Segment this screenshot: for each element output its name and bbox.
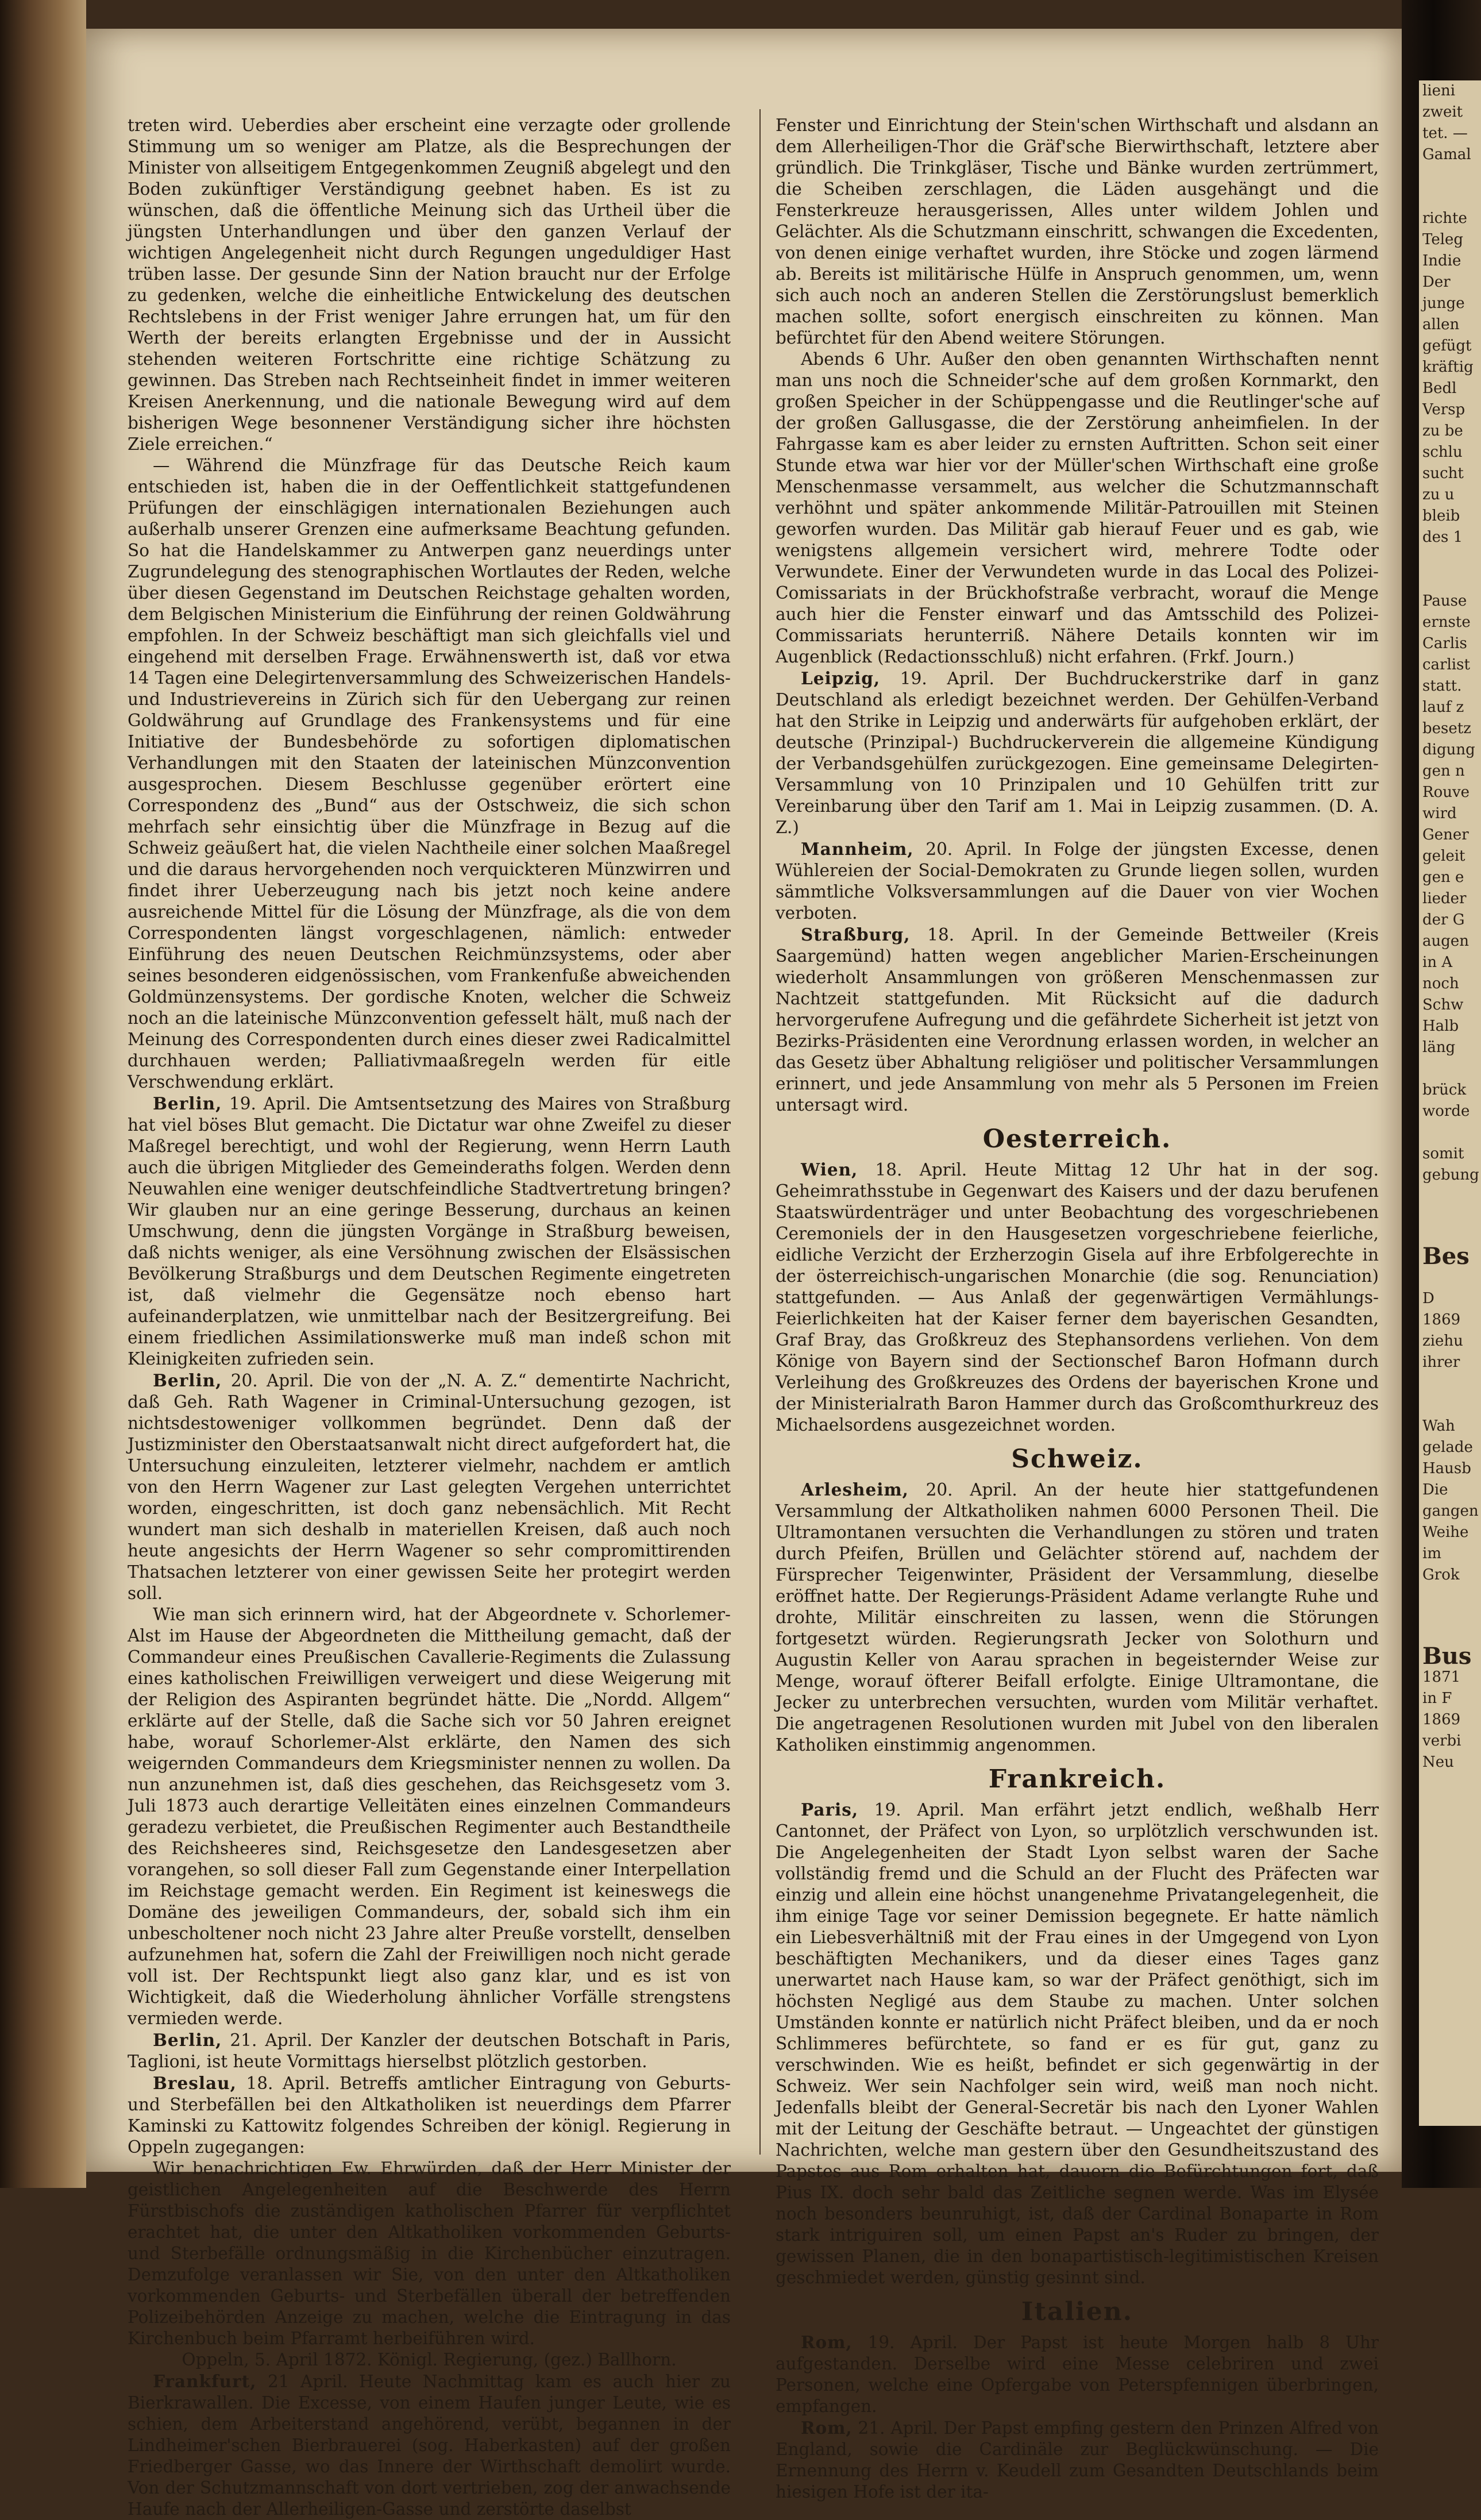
next-page-fragment: in F [1422,1690,1452,1707]
next-page-fragment: lieni [1422,82,1456,99]
article-paragraph: Fenster und Einrichtung der Stein'schen Wirthschaft und alsdann an dem Allerheiligen-Thor die Gräf'sche Bierwirthschaft, letztere aber gründlich. Die Trinkgläser, Tische und Bänke wurden zertrümmert, die Scheiben zerschlagen, die Läden ausgehängt und die Fensterkreuze herausgerissen, Alles unter wildem Johlen und Gelächter. Als die Schutzmann einschritt, schwangen die Excedenten, von denen einige verhaftet wurden, ihre Stöcke und zogen lärmend ab. Bereits ist militärische Hülfe in Anspruch genommen, um, wenn sich auch noch an anderen Stellen die Zerstörungslust bemerklich machen sollte, sofort energisch einschreiten zu können. Man befürchtet für den Abend weitere Störungen. [776,115,1379,348]
next-page-fragment [1419,569,1481,591]
next-page-fragment: Grok [1422,1566,1460,1583]
next-page-fragment: besetz [1422,720,1471,737]
dateline: Wien, [801,1159,858,1180]
next-page-fragment: Indie [1422,252,1461,269]
next-page-fragment: 1871 [1422,1669,1461,1686]
next-page-fragment: ziehu [1422,1332,1463,1350]
next-page-fragment: Der [1422,273,1451,291]
dateline: Rom, [801,2418,853,2438]
news-text: 18. April. Heute Mittag 12 Uhr hat in der sog. Geheimrathsstube in Gegenwart des Kaisers und der dazu berufenen Staatswürdenträger und unter Beobachtung des vorgeschriebenen Ceremoniels der in den Hausgesetzen vorgeschriebene feierliche, eidliche Verzicht der Erzherzogin Gisela auf ihre Erbfolgerechte in der österreichisch-ungarischen Monarchie (die sog. Renunciation) stattgefunden. — Aus Anlaß der gegenwärtigen Vermählungs-Feierlichkeiten hat der Kaiser ferner dem bayerischen Gesandten, Graf Bray, das Großkreuz des Stephansordens verliehen. Von dem Könige von Bayern sind der Sectionschef Baron Hofmann durch Verleihung des Großkreuzes des Ordens der bayerischen Krone und der Ministerialrath Baron Hammer durch das Großcomthurkreuz des Michaelsordens ausgezeichnet worden. [776,1160,1379,1435]
news-text: 21 April. Heute Nachmittag kam es auch hier zu Bierkrawallen. Die Excesse, von einem Haufen junger Leute, wie es schien, dem Arbeiterstand angehörend, verübt, begannen in der Lindheimer'schen Bierbrauerei (sog. Haberkasten) auf der großen Friedberger Gasse, wo das Innere der Wirthschaft demolirt wurde. Von der Schutzmannschaft von dort vertrieben, zog der anwachsende Haufe nach der Allerheiligen-Gasse und zerstörte daselbst [128,2372,731,2519]
next-page-fragment [1419,1186,1481,1207]
news-text: 21. April. Der Kanzler der deutschen Botschaft in Paris, Taglioni, ist heute Vormittags hierselbst plötzlich gestorben. [128,2030,731,2071]
news-item-mannheim [776,838,1379,924]
next-page-fragment: Carlis [1422,635,1467,652]
news-text: 20. April. Die von der „N. A. Z.“ dementirte Nachricht, daß Geh. Rath Wagener in Criminal-Untersuchung gezogen, ist nichtsdestoweniger vollkommen begründet. Denn daß der Justizminister den Oberstaatsanwalt nicht direct aufgefordert hat, die Untersuchung einzuleiten, letzterer vielmehr, nachdem er amtlich von den Herrn Wagener zur Last gelegten Vergehen unterrichtet worden, eingeschritten, ist doch ganz nebensächlich. Mit Recht wundert man sich deshalb in materiellen Kreisen, daß auch noch heute angesichts der Herrn Wagener so sehr compromittirenden Thatsachen letzterer von einer gewissen Seite her protegirt werden soll. [128,1371,731,1603]
next-page-fragment: sucht [1422,465,1464,482]
dateline: Paris, [801,1800,859,1820]
next-page-fragment: worde [1422,1103,1470,1120]
next-page-fragment: Bes [1422,1243,1470,1270]
section-heading-italien: Italien. [1021,2297,1133,2326]
next-page-fragment [1419,1586,1481,1607]
dateline: Arlesheim, [801,1479,909,1500]
news-item-wien [776,1159,1379,1436]
news-text: 21. April. Der Papst empfing gestern den Prinzen Alfred von England, sowie die Cardinäle zur Beglückwünschung. — Die Ernennung des Herrn v. Keudell zum Gesandten Deutschlands beim hiesigen Hofe ist der ita- [776,2418,1379,2502]
next-page-fragment: Rouve [1422,784,1470,801]
letter-signature: Oppeln, 5. April 1872. Königl. Regierung, (gez.) Ballhorn. [182,2350,677,2369]
next-page-fragment [1419,1394,1481,1416]
next-page-fragment: Bus [1422,1643,1472,1670]
news-item-arlesheim [776,1479,1379,1756]
next-page-fragment [1419,1207,1481,1228]
next-page-fragment: Neu [1422,1754,1454,1771]
next-page-fragment [1419,165,1481,187]
next-page-fragment: Gener [1422,826,1469,843]
next-page-fragment: Halb [1422,1018,1459,1035]
news-text: 19. April. Die Amtsentsetzung des Maires von Straßburg hat viel böses Blut gemacht. Die Dictatur war ohne Zweifel zu dieser Maßregel berechtigt, und wohl der Regierung, wenn Herrn Lauth auch die übrigen Mitglieder des Gemeinderaths folgen. Werden denn Neuwahlen eine weniger deutschfeindliche Stadtvertretung bringen? Wir glauben nur an eine geringe Besserung, durchaus an keinen Umschwung, denn die jüngsten Vorgänge in Straßburg beweisen, daß nichts weniger, als eine Versöhnung zwischen der Elsässischen Bevölkerung Straßburgs und dem Deutschen Regimente eingetreten ist, daß vielmehr die Gegensätze noch ebenso hart aufeinanderplatzen, wie unmittelbar nach der Besitzergreifung. Bei einem friedlichen Assimilationswerke muß man indeß schon mit Kleinigkeiten zufrieden sein. [128,1094,731,1369]
next-page-fragment: Bedl [1422,380,1457,397]
next-page-fragment [1419,1607,1481,1628]
next-page-fragment: verbi [1422,1732,1461,1750]
source-note: (D. A. Z.) [776,796,1379,837]
next-page-fragment: gebung [1422,1166,1479,1184]
next-page-fragment: in A [1422,954,1453,971]
next-page-fragment: zweit [1422,103,1463,121]
dateline: Berlin, [153,1093,222,1113]
left-column [128,115,731,2520]
next-page-fragment: gen n [1422,762,1465,780]
news-text: 20. April. An der heute hier stattgefundenen Versammlung der Altkatholiken nahmen 6000 Personen Theil. Die Ultramontanen versuchten die Verhandlungen zu stören und traten durch Pfeifen, Brüllen und Gelächter störend auf, nachdem der Fürsprecher Teigenwinter, Präsident der Versammlung, dieselbe eröffnet hatte. Der Regierungs-Präsident Adame verlangte Ruhe und drohte, Militär einschreiten zu lassen, wenn die Störungen fortgesetzt würden. Regierungsrath Jecker von Solothurn und Augustin Keller von Aarau sprachen in begeisternder Weise zur Menge, worauf öfterer Beifall erfolgte. Einige Ultramontane, die Jecker zu unterbrechen versuchten, wurden vom Militär verhaftet. Die angetragenen Resolutionen wurden mit Jubel von den liberalen Katholiken einstimmig angenommen. [776,1480,1379,1755]
next-page-fragment: richte [1422,210,1467,227]
next-page-fragment: D [1422,1290,1434,1307]
news-item-berlin-19 [128,1093,731,1370]
next-page-fragment: gen e [1422,869,1464,886]
next-page-fragment: Weihe [1422,1524,1469,1541]
next-page-fragment: carlist [1422,656,1470,673]
book-binding [0,0,86,2188]
next-page-fragment: gelade [1422,1439,1473,1456]
next-page-fragment [1419,548,1481,569]
article-paragraph: — Während die Münzfrage für das Deutsche Reich kaum entschieden ist, haben die in der Oeffentlichkeit stattgefundenen Prüfungen der einschlägigen internationalen Beziehungen auch außerhalb unserer Grenzen eine aufmerksame Beachtung gefunden. So hat die Handelskammer zu Antwerpen ganz neuerdings unter Zugrundelegung des stenographischen Wortlautes der Reden, welche über diesen Gegenstand im Deutschen Reichstage gehalten worden, dem Belgischen Ministerium die Einführung der reinen Goldwährung empfohlen. In der Schweiz beschäftigt man sich gleichfalls viel und eingehend mit derselben Frage. Erwähnenswerth ist, daß vor etwa 14 Tagen eine Delegirtenversammlung des Schweizerischen Handels- und Industrievereins in Zürich sich für den Uebergang zur reinen Goldwährung auf Grundlage des Frankensystems und für eine Initiative der Bundesbehörde zu sofortigen diplomatischen Verhandlungen mit den Staaten der lateinischen Münzconvention ausgesprochen. Diesem Beschlusse gegenüber erörtert eine Correspondenz des „Bund“ aus der Ostschweiz, die sich schon mehrfach sehr einsichtig über die Münzfrage in Bezug auf die Schweiz geäußert hat, die vielen Nachtheile einer solchen Maaßregel und die daraus hervorgehenden noch verquickteren Münzwirren und findet ihrer Ueberzeugung nach bis jetzt noch keine andere ausreichende Mittel für die Lösung der Münzfrage, als die von dem Correspondenten längst vorgeschlagenen, nämlich: entweder Einführung des neuen Deutschen Reichmünzsystems, oder aber seines besonderen eidgenössischen, vom Frankenfuße abweichenden Goldmünzensystems. Der gordische Knoten, welcher die Schweiz noch an die lateinische Münzconvention gefesselt hält, muß nach der Meinung des Correspondenten durch eines dieser zwei Radicalmittel durchhauen werden; Palliativmaaßregeln werden für eitle Verschwendung erklärt. [128,456,731,1092]
dateline: Mannheim, [801,839,914,859]
dateline: Leipzig, [801,668,881,688]
next-page-fragment: Versp [1422,401,1465,418]
news-text: 19. April. Der Papst ist heute Morgen halb 8 Uhr aufgestanden. Derselbe wird eine Messe celebriren und zwei Personen, welche eine Opfergabe von Peterspfennigen überbringen, empfangen. [776,2333,1379,2416]
right-column [776,115,1379,2503]
next-page-fragment [1419,1267,1481,1288]
next-page-fragment: 1869 [1422,1711,1461,1728]
next-page-fragment: des 1 [1422,529,1463,546]
next-page-fragment: ernste [1422,614,1471,631]
next-page-fragment: somit [1422,1145,1464,1162]
next-page-fragment: junge [1422,295,1465,312]
dateline: Frankfurt, [153,2371,257,2391]
news-item-strassburg [776,924,1379,1116]
next-page-fragment [1419,1373,1481,1394]
next-page-fragment: lieder [1422,890,1467,907]
news-text: Abends 6 Uhr. Außer den oben genannten Wirthschaften nennt man uns noch die Schneider'sche auf dem großen Kornmarkt, den großen Speicher in der Schüppengasse und die Reutlinger'sche auf der großen Gallusgasse, die der Zerstörung anheimfielen. In der Fahrgasse kam es aber leider zu ernsten Auftritten. Schon seit einer Stunde etwa war hier vor der Müller'schen Wirthschaft eine große Menschenmasse versammelt, aus welcher die Schutzmannschaft verhöhnt und später ankommende Militär-Patrouillen mit Steinen geworfen wurden. Das Militär gab hierauf Feuer und es gab, wie wenigstens allgemein versichert wird, mehrere Todte oder Verwundete. Einer der Verwundeten wurde in das Local des Polizei-Comissariats in der Brückhofstraße verbracht, worauf die Menge auch hier die Fenster einwarf und das Amtsschild des Polizei-Commissariats herunterriß. Nähere Details konnten wir im Augenblick (Redactionsschluß) nicht erfahren. [776,349,1379,666]
next-page-fragment: gangen [1422,1502,1479,1520]
news-text: 19. April. Man erfährt jetzt endlich, weßhalb Herr Cantonnet, der Präfect von Lyon, so urplötzlich verschwunden ist. Die Angelegenheiten der Stadt Lyon selbst waren der Sache vollständig fremd und die Schuld an der Flucht des Präfecten war einzig und allein eine höchst unangenehme Privatangelegenheit, die ihm einige Tage vor seiner Demission begegnete. Er hatte nämlich ein Liebesverhältniß mit der Frau eines in der Umgegend von Lyon beschäftigten Mechanikers, und da dieser eines Tages ganz unerwartet nach Hause kam, so war der Präfect genöthigt, sich im höchsten Negligé aus dem Staube zu machen. Unter solchen Umständen konnte er natürlich nicht Präfect bleiben, und da er noch Schlimmeres befürchtete, so fand er es für gut, ganz zu verschwinden. Wie es heißt, befindet er sich gegenwärtig in der Schweiz. Wer sein Nachfolger sein wird, weiß man noch nicht. Jedenfalls bleibt der General-Secretär bis nach den Lyoner Wahlen mit der Leitung der Geschäfte betraut. — Ungeachtet der günstigen Nachrichten, welche man gestern über den Gesundheitszustand des Papstes aus Rom erhalten hat, dauern die Befürchtungen fort, daß Pius IX. doch sehr bald das Zeitliche segnen werde. Was im Elysée noch besonders beunruhigt, ist, daß der Cardinal Bonaparte in Rom stark intriguiren soll, um einen Papst an's Ruder zu bringen, der gewissen Planen, die in den bonapartistisch-legitimistischen Kreisen geschmiedet werden, günstig gesinnt sind. [776,1800,1379,2287]
column-rule [759,109,761,2155]
next-page-fragment: tet. — [1422,125,1468,142]
next-page-fragment: im [1422,1545,1441,1562]
next-page-fragment: wird [1422,805,1457,822]
next-page-fragment: kräftig [1422,359,1474,376]
newspaper-page [86,29,1402,2519]
next-page-fragment: Gamal [1422,146,1471,163]
next-page-fragment: Pause [1422,592,1467,610]
news-item-breslau [128,2072,731,2158]
news-text: 18. April. In der Gemeinde Bettweiler (Kreis Saargemünd) hatten wegen angeblicher Marien-Erscheinungen wiederholt Ansammlungen von größeren Menschenmassen zur Nachtzeit stattgefunden. Mit Rücksicht auf die dadurch hervorgerufene Aufregung und die gefährdete Sicherheit ist jetzt von Bezirks-Präsidenten eine Verordnung erlassen worden, in welcher an das Gesetz über Abhaltung religiöser und politischer Versammlungen erinnert, und jede Ansammlung von mehr als 5 Personen im Freien untersagt wird. [776,925,1379,1115]
dateline: Berlin, [153,1370,222,1390]
next-page-fragment: Schw [1422,996,1464,1014]
next-page-fragment: bleib [1422,507,1460,525]
dateline: Rom, [801,2332,853,2352]
next-page-fragment: zu u [1422,486,1455,503]
next-page-fragment: der G [1422,911,1465,928]
article-paragraph: treten wird. Ueberdies aber erscheint eine verzagte oder grollende Stimmung um so weniger am Platze, als die Besprechungen der Minister von allseitigem Entgegenkommen Zeugniß abgelegt und den Boden zukünftiger Verständigung geebnet haben. Es ist zu wünschen, daß die öffentliche Meinung sich das Urtheil über die jüngsten Unterhandlungen und über den ganzen Verlauf der wichtigen Angelegenheit nicht durch Regungen ungeduldiger Hast trüben lasse. Der gesunde Sinn der Nation braucht nur der Erfolge zu gedenken, welche die einheitliche Entwickelung des deutschen Rechtslebens in der Frist weniger Jahre errungen hat, um für den Werth der bereits erlangten Ergebnisse und der in Aussicht stehenden weiteren Fortschritte eine richtige Schätzung zu gewinnen. Das Streben nach Rechtseinheit findet in immer weiteren Kreisen Anerkennung, und die nationale Bewegung wird auf dem bisherigen Wege besonnener Verständigung sicher ihre höchsten Ziele erreichen.“ [128,115,731,454]
next-page-edge [1419,80,1481,2126]
next-page-fragment: ihrer [1422,1354,1460,1371]
article-paragraph: Wie man sich erinnern wird, hat der Abgeordnete v. Schorlemer-Alst im Hause der Abgeordneten die Mittheilung gemacht, daß der Commandeur eines Preußischen Cavallerie-Regiments die Zulassung eines katholischen Freiwilligen verweigert und diese Weigerung mit der Religion des Aspiranten begründet hätte. Die „Nordd. Allgem“ erklärte auf der Stelle, daß die Sache sich vor 50 Jahren ereignet habe, worauf Schorlemer-Alst erklärte, den Namen des sich weigernden Commandeurs dem Kriegsminister nennen zu wollen. Da nun anzunehmen ist, daß dies geschehen, das Reichsgesetz vom 3. Juli 1873 auch derartige Velleitäten eines einzelnen Commandeurs geradezu verbietet, die Preußischen Regimenter auch Bestandtheile des Reichsheeres sind, Reichsgesetze den Landesgesetzen aber vorangehen, so soll dieser Fall zum Gegenstande einer Interpellation im Reichstage gemacht werden. Ein Regiment ist keineswegs die Domäne des jeweiligen Commandeurs, der, sobald sich ihm ein unbescholtener noch nicht 23 Jahre alter Preuße vorstellt, denselben aufzunehmen hat, sofern die Zahl der Freiwilligen noch nicht gerade voll ist. Der Rechtspunkt liegt also ganz klar, und es ist von Wichtigkeit, daß die Wiederholung ähnlicher Vorfälle strengstens vermieden werde. [128,1605,731,2028]
article-paragraph [776,349,1379,668]
next-page-fragment [1419,1058,1481,1080]
next-page-fragment: Teleg [1422,231,1464,248]
next-page-fragment: Wah [1422,1417,1455,1435]
next-page-fragment: brück [1422,1081,1467,1099]
news-item-berlin-20 [128,1370,731,1604]
next-page-fragment: augen [1422,933,1470,950]
dateline: Straßburg, [801,924,911,945]
next-page-fragment: Die [1422,1481,1448,1498]
news-text: 19. April. Der Buchdruckerstrike darf in ganz Deutschland als erledigt bezeichnet werden. Der Gehülfen-Verband hat den Strike in Leipzig und anderwärts für aufgehoben erklärt, der deutsche (Prinzipal-) Buchdruckerverein die allgemeine Kündigung der Verbandsgehülfen zurückgezogen. Eine gemeinsame Delegirten-Versammlung von 10 Prinzipalen und 10 Gehülfen tritt zur Vereinbarung über den Tarif am 1. Mai in Leipzig zusammen. [776,669,1379,816]
next-page-fragment: Hausb [1422,1460,1471,1477]
quoted-letter: Wir benachrichtigen Ew. Ehrwürden, daß der Herr Minister der geistlichen Angelegenheiten auf die Beschwerde des Herrn Fürstbischofs die zuständigen katholischen Pfarrer für verpflichtet erachtet hat, die unter den Altkatholiken vorkommenden Geburts- und Sterbefälle ordnungsmäßig in die Kirchenbücher einzutragen. Demzufolge veranlassen wir Sie, von den unter den Altkatholiken vorkommenden Geburts- und Sterbefällen überall der betreffenden Polizeibehörden Anzeige zu machen, welche die Eintragung in das Kirchenbuch beim Pfarramt herbeiführen wird. [128,2159,731,2348]
next-page-fragment: 1869 [1422,1311,1461,1328]
next-page-fragment: geleit [1422,847,1465,865]
next-page-fragment: zu be [1422,422,1463,440]
news-item-leipzig [776,668,1379,838]
news-item-rom-19 [776,2332,1379,2417]
section-heading-oesterreich: Oesterreich. [982,1124,1172,1154]
next-page-fragment: gefügt [1422,337,1472,355]
next-page-fragment [1419,1122,1481,1143]
news-item-frankfurt [128,2371,731,2520]
section-heading-frankreich: Frankreich. [988,1764,1166,1794]
section-heading-schweiz: Schweiz. [1011,1444,1143,1474]
news-text: 18. April. Betreffs amtlicher Eintragung von Geburts- und Sterbefällen bei den Altkatholiken ist neuerdings dem Pfarrer Kaminski zu Kattowitz folgendes Schreiben der königl. Regierung in Oppeln zugegangen: [128,2074,731,2157]
next-page-fragment: statt. [1422,677,1462,695]
next-page-fragment: lauf z [1422,699,1464,716]
next-page-fragment: noch [1422,975,1459,992]
dateline: Breslau, [153,2073,237,2093]
next-page-fragment: digung [1422,741,1475,758]
next-page-fragment: läng [1422,1039,1456,1056]
news-item-paris [776,1799,1379,2288]
next-page-fragment: allen [1422,316,1460,333]
news-text: 20. April. In Folge der jüngsten Excesse, denen Wühlereien der Social-Demokraten zu Grunde liegen sollen, wurden sämmtliche Volksversammlungen auf die Dauer von vier Wochen verboten. [776,839,1379,923]
news-item-berlin-21 [128,2029,731,2072]
next-page-fragment [1419,187,1481,208]
source-note: (Frkf. Journ.) [1182,647,1294,666]
next-page-fragment: schlu [1422,444,1463,461]
dateline: Berlin, [153,2030,222,2050]
news-item-rom-21 [776,2417,1379,2503]
